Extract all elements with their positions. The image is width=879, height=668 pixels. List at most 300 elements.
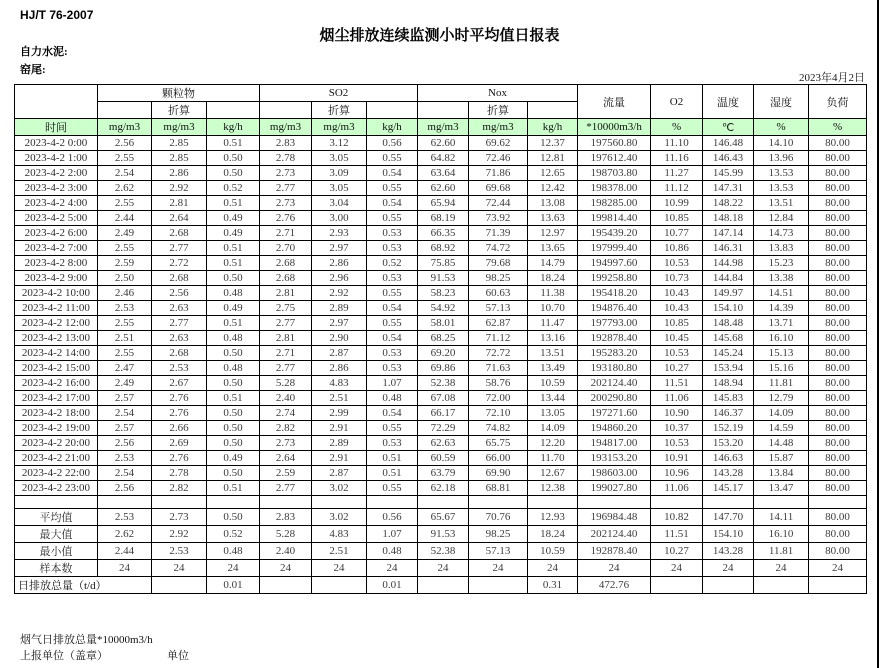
value-cell: 67.08	[418, 391, 469, 406]
value-cell: 12.37	[528, 136, 578, 151]
pm-conv-unit-mgm3: mg/m3	[152, 119, 207, 136]
group-nox: Nox	[418, 85, 578, 102]
value-cell: 2.68	[260, 256, 312, 271]
time-cell: 2023-4-2 0:00	[15, 136, 98, 151]
so2-raw-spacer	[260, 102, 312, 119]
table-row	[15, 376, 867, 391]
pm-unit-mgm3: mg/m3	[98, 119, 152, 136]
value-cell: 2.62	[98, 181, 152, 196]
header-group-row	[15, 85, 867, 102]
value-cell: 2.76	[260, 211, 312, 226]
summary-value: 98.25	[469, 526, 528, 543]
value-cell: 2.74	[260, 406, 312, 421]
value-cell: 145.17	[703, 481, 754, 496]
value-cell: 2.76	[152, 406, 207, 421]
value-cell: 2.92	[152, 181, 207, 196]
value-cell: 2.82	[260, 421, 312, 436]
value-cell: 2.70	[260, 241, 312, 256]
value-cell: 74.82	[469, 421, 528, 436]
summary-value: 0.48	[367, 543, 418, 560]
value-cell: 0.49	[207, 211, 260, 226]
value-cell: 2.99	[312, 406, 367, 421]
value-cell: 80.00	[809, 316, 867, 331]
value-cell: 15.13	[754, 346, 809, 361]
summary-value: 2.92	[152, 526, 207, 543]
value-cell: 18.24	[528, 271, 578, 286]
value-cell: 54.92	[418, 301, 469, 316]
value-cell: 0.50	[207, 151, 260, 166]
col-humidity: 湿度	[754, 85, 809, 119]
value-cell: 66.17	[418, 406, 469, 421]
summary-value: 24	[754, 560, 809, 577]
summary-label: 平均值	[15, 509, 98, 526]
value-cell: 0.55	[367, 421, 418, 436]
value-cell: 2.91	[312, 451, 367, 466]
value-cell: 2.63	[152, 301, 207, 316]
table-row	[15, 241, 867, 256]
value-cell: 80.00	[809, 196, 867, 211]
table-body	[15, 136, 867, 594]
value-cell: 13.05	[528, 406, 578, 421]
col-temperature: 温度	[703, 85, 754, 119]
col-load: 负荷	[809, 85, 867, 119]
summary-value: 10.59	[528, 543, 578, 560]
value-cell: 2.76	[152, 391, 207, 406]
value-cell: 72.72	[469, 346, 528, 361]
nox-conversion-label: 折算	[469, 102, 528, 119]
summary-value: 202124.40	[578, 526, 651, 543]
time-cell: 2023-4-2 9:00	[15, 271, 98, 286]
value-cell: 69.20	[418, 346, 469, 361]
flow-total-note: 烟气日排放总量*10000m3/h	[20, 634, 153, 646]
value-cell: 144.98	[703, 256, 754, 271]
value-cell: 0.55	[367, 481, 418, 496]
value-cell: 3.12	[312, 136, 367, 151]
table-row	[15, 151, 867, 166]
value-cell: 194817.00	[578, 436, 651, 451]
value-cell: 13.63	[528, 211, 578, 226]
value-cell: 202124.40	[578, 376, 651, 391]
value-cell: 69.62	[469, 136, 528, 151]
value-cell: 153.94	[703, 361, 754, 376]
value-cell: 12.84	[754, 211, 809, 226]
table-row	[15, 286, 867, 301]
value-cell: 145.68	[703, 331, 754, 346]
value-cell: 0.54	[367, 301, 418, 316]
value-cell: 2.97	[312, 241, 367, 256]
nox-conv-unit-mgm3: mg/m3	[469, 119, 528, 136]
so2-kgh-spacer	[367, 102, 418, 119]
summary-value: 154.10	[703, 526, 754, 543]
value-cell: 2.82	[152, 481, 207, 496]
value-cell: 0.51	[207, 136, 260, 151]
value-cell: 0.53	[367, 241, 418, 256]
value-cell: 80.00	[809, 466, 867, 481]
table-row	[15, 451, 867, 466]
value-cell: 10.85	[651, 211, 703, 226]
value-cell: 2.86	[312, 256, 367, 271]
time-cell: 2023-4-2 10:00	[15, 286, 98, 301]
value-cell: 0.55	[367, 316, 418, 331]
report-date: 2023年4月2日	[799, 72, 865, 84]
value-cell: 80.00	[809, 301, 867, 316]
value-cell: 13.49	[528, 361, 578, 376]
value-cell: 2.97	[312, 316, 367, 331]
daily-total-row	[15, 577, 867, 594]
value-cell: 0.50	[207, 376, 260, 391]
value-cell: 2.55	[98, 316, 152, 331]
value-cell: 79.68	[469, 256, 528, 271]
summary-value: 2.53	[98, 509, 152, 526]
value-cell: 146.63	[703, 451, 754, 466]
value-cell: 80.00	[809, 181, 867, 196]
summary-value: 143.28	[703, 543, 754, 560]
value-cell: 2.56	[98, 436, 152, 451]
value-cell: 63.79	[418, 466, 469, 481]
summary-value: 3.02	[312, 509, 367, 526]
value-cell: 200290.80	[578, 391, 651, 406]
summary-value: 24	[367, 560, 418, 577]
value-cell: 0.50	[207, 346, 260, 361]
value-cell: 2.93	[312, 226, 367, 241]
summary-row	[15, 560, 867, 577]
value-cell: 0.55	[367, 151, 418, 166]
summary-value: 0.56	[367, 509, 418, 526]
value-cell: 198703.80	[578, 166, 651, 181]
value-cell: 14.79	[528, 256, 578, 271]
value-cell: 2.47	[98, 361, 152, 376]
group-particulate: 颗粒物	[98, 85, 260, 102]
value-cell: 2.86	[312, 361, 367, 376]
table-row	[15, 481, 867, 496]
value-cell: 2.81	[260, 331, 312, 346]
value-cell: 0.52	[207, 181, 260, 196]
value-cell: 2.81	[152, 196, 207, 211]
value-cell: 3.09	[312, 166, 367, 181]
value-cell: 11.12	[651, 181, 703, 196]
summary-value: 11.51	[651, 526, 703, 543]
unit-note: 单位	[167, 650, 189, 662]
value-cell: 80.00	[809, 226, 867, 241]
value-cell: 10.53	[651, 436, 703, 451]
so2-unit-kgh: kg/h	[367, 119, 418, 136]
summary-value: 14.11	[754, 509, 809, 526]
value-cell: 13.08	[528, 196, 578, 211]
time-cell: 2023-4-2 21:00	[15, 451, 98, 466]
value-cell: 0.49	[207, 451, 260, 466]
table-row	[15, 196, 867, 211]
value-cell: 10.96	[651, 466, 703, 481]
spacer-cell	[260, 496, 312, 509]
value-cell: 58.01	[418, 316, 469, 331]
value-cell: 10.37	[651, 421, 703, 436]
value-cell: 13.65	[528, 241, 578, 256]
value-cell: 2.55	[98, 151, 152, 166]
col-o2: O2	[651, 85, 703, 119]
spacer-cell	[809, 496, 867, 509]
value-cell: 2.96	[312, 271, 367, 286]
value-cell: 146.37	[703, 406, 754, 421]
value-cell: 198378.00	[578, 181, 651, 196]
value-cell: 0.54	[367, 331, 418, 346]
spacer-cell	[312, 496, 367, 509]
value-cell: 0.50	[207, 421, 260, 436]
value-cell: 62.63	[418, 436, 469, 451]
value-cell: 0.55	[367, 181, 418, 196]
value-cell: 14.73	[754, 226, 809, 241]
value-cell: 12.67	[528, 466, 578, 481]
table-row	[15, 211, 867, 226]
value-cell: 193153.20	[578, 451, 651, 466]
time-column-header: 时间	[15, 119, 98, 136]
value-cell: 12.42	[528, 181, 578, 196]
value-cell: 72.29	[418, 421, 469, 436]
value-cell: 80.00	[809, 286, 867, 301]
table-row	[15, 136, 867, 151]
time-header-spacer	[15, 85, 98, 119]
time-cell: 2023-4-2 6:00	[15, 226, 98, 241]
table-row	[15, 271, 867, 286]
time-cell: 2023-4-2 12:00	[15, 316, 98, 331]
summary-value: 2.44	[98, 543, 152, 560]
group-so2: SO2	[260, 85, 418, 102]
value-cell: 15.87	[754, 451, 809, 466]
value-cell: 2.87	[312, 466, 367, 481]
value-cell: 12.81	[528, 151, 578, 166]
value-cell: 72.10	[469, 406, 528, 421]
time-cell: 2023-4-2 4:00	[15, 196, 98, 211]
value-cell: 192878.40	[578, 331, 651, 346]
value-cell: 2.77	[260, 181, 312, 196]
time-cell: 2023-4-2 16:00	[15, 376, 98, 391]
value-cell: 69.90	[469, 466, 528, 481]
pm-conversion-label: 折算	[152, 102, 207, 119]
value-cell: 74.72	[469, 241, 528, 256]
value-cell: 80.00	[809, 421, 867, 436]
value-cell: 80.00	[809, 391, 867, 406]
value-cell: 2.87	[312, 346, 367, 361]
table-row	[15, 301, 867, 316]
spacer-cell	[703, 496, 754, 509]
value-cell: 10.59	[528, 376, 578, 391]
time-cell: 2023-4-2 3:00	[15, 181, 98, 196]
value-cell: 14.10	[754, 136, 809, 151]
value-cell: 2.73	[260, 196, 312, 211]
time-cell: 2023-4-2 15:00	[15, 361, 98, 376]
value-cell: 3.05	[312, 151, 367, 166]
value-cell: 71.86	[469, 166, 528, 181]
value-cell: 2.59	[260, 466, 312, 481]
spacer-row	[15, 496, 867, 509]
summary-value: 2.62	[98, 526, 152, 543]
value-cell: 0.50	[207, 271, 260, 286]
daily-total-value	[651, 577, 703, 594]
value-cell: 12.38	[528, 481, 578, 496]
table-row	[15, 466, 867, 481]
value-cell: 0.51	[207, 391, 260, 406]
summary-value: 18.24	[528, 526, 578, 543]
value-cell: 14.51	[754, 286, 809, 301]
summary-value: 65.67	[418, 509, 469, 526]
value-cell: 2.81	[260, 286, 312, 301]
value-cell: 0.51	[207, 241, 260, 256]
summary-value: 24	[528, 560, 578, 577]
value-cell: 65.75	[469, 436, 528, 451]
value-cell: 80.00	[809, 361, 867, 376]
value-cell: 10.70	[528, 301, 578, 316]
daily-total-value	[312, 577, 367, 594]
value-cell: 2.91	[312, 421, 367, 436]
value-cell: 10.43	[651, 286, 703, 301]
time-cell: 2023-4-2 23:00	[15, 481, 98, 496]
value-cell: 149.97	[703, 286, 754, 301]
value-cell: 13.51	[754, 196, 809, 211]
value-cell: 2.57	[98, 421, 152, 436]
value-cell: 0.50	[207, 436, 260, 451]
value-cell: 11.16	[651, 151, 703, 166]
value-cell: 80.00	[809, 241, 867, 256]
value-cell: 148.22	[703, 196, 754, 211]
value-cell: 13.53	[754, 181, 809, 196]
value-cell: 0.53	[367, 361, 418, 376]
value-cell: 13.44	[528, 391, 578, 406]
value-cell: 10.73	[651, 271, 703, 286]
summary-value: 24	[207, 560, 260, 577]
summary-value: 80.00	[809, 543, 867, 560]
value-cell: 198603.00	[578, 466, 651, 481]
value-cell: 60.63	[469, 286, 528, 301]
value-cell: 58.23	[418, 286, 469, 301]
value-cell: 2.85	[152, 136, 207, 151]
value-cell: 10.53	[651, 346, 703, 361]
value-cell: 2.51	[312, 391, 367, 406]
value-cell: 13.16	[528, 331, 578, 346]
value-cell: 15.23	[754, 256, 809, 271]
value-cell: 62.18	[418, 481, 469, 496]
value-cell: 0.54	[367, 196, 418, 211]
value-cell: 197793.00	[578, 316, 651, 331]
time-cell: 2023-4-2 22:00	[15, 466, 98, 481]
value-cell: 66.00	[469, 451, 528, 466]
value-cell: 13.38	[754, 271, 809, 286]
value-cell: 153.20	[703, 436, 754, 451]
value-cell: 2.77	[260, 316, 312, 331]
value-cell: 2.77	[260, 361, 312, 376]
value-cell: 62.87	[469, 316, 528, 331]
summary-value: 24	[152, 560, 207, 577]
table-row	[15, 391, 867, 406]
value-cell: 14.39	[754, 301, 809, 316]
summary-value: 24	[703, 560, 754, 577]
summary-label: 样本数	[15, 560, 98, 577]
summary-row	[15, 509, 867, 526]
value-cell: 11.38	[528, 286, 578, 301]
value-cell: 193180.80	[578, 361, 651, 376]
summary-value: 0.48	[207, 543, 260, 560]
value-cell: 2.40	[260, 391, 312, 406]
value-cell: 148.94	[703, 376, 754, 391]
value-cell: 13.53	[754, 166, 809, 181]
value-cell: 0.51	[207, 481, 260, 496]
nox-raw-spacer	[418, 102, 469, 119]
time-cell: 2023-4-2 13:00	[15, 331, 98, 346]
value-cell: 0.48	[207, 331, 260, 346]
value-cell: 11.10	[651, 136, 703, 151]
value-cell: 0.51	[207, 196, 260, 211]
value-cell: 152.19	[703, 421, 754, 436]
value-cell: 2.46	[98, 286, 152, 301]
standard-number: HJ/T 76-2007	[20, 8, 94, 22]
reporting-unit-note: 上报单位（盖章）	[20, 650, 108, 662]
summary-value: 80.00	[809, 509, 867, 526]
spacer-cell	[651, 496, 703, 509]
value-cell: 80.00	[809, 376, 867, 391]
value-cell: 197560.80	[578, 136, 651, 151]
summary-value: 24	[98, 560, 152, 577]
value-cell: 199258.80	[578, 271, 651, 286]
value-cell: 2.55	[98, 196, 152, 211]
value-cell: 11.06	[651, 481, 703, 496]
summary-value: 57.13	[469, 543, 528, 560]
page-title: 烟尘排放连续监测小时平均值日报表	[319, 28, 560, 44]
value-cell: 2.78	[152, 466, 207, 481]
value-cell: 143.28	[703, 466, 754, 481]
value-cell: 145.24	[703, 346, 754, 361]
summary-value: 24	[651, 560, 703, 577]
spacer-cell	[418, 496, 469, 509]
value-cell: 2.54	[98, 406, 152, 421]
summary-value: 0.50	[207, 509, 260, 526]
value-cell: 2.49	[98, 226, 152, 241]
spacer-cell	[469, 496, 528, 509]
value-cell: 147.14	[703, 226, 754, 241]
value-cell: 4.83	[312, 376, 367, 391]
value-cell: 2.76	[152, 451, 207, 466]
spacer-cell	[367, 496, 418, 509]
value-cell: 2.54	[98, 166, 152, 181]
value-cell: 80.00	[809, 256, 867, 271]
summary-value: 24	[260, 560, 312, 577]
value-cell: 91.53	[418, 271, 469, 286]
value-cell: 195439.20	[578, 226, 651, 241]
daily-total-value	[754, 577, 809, 594]
summary-value: 12.93	[528, 509, 578, 526]
time-cell: 2023-4-2 8:00	[15, 256, 98, 271]
value-cell: 154.10	[703, 301, 754, 316]
value-cell: 14.09	[528, 421, 578, 436]
value-cell: 2.51	[98, 331, 152, 346]
value-cell: 0.55	[367, 211, 418, 226]
summary-value: 24	[469, 560, 528, 577]
value-cell: 2.73	[260, 436, 312, 451]
summary-value: 192878.40	[578, 543, 651, 560]
table-row	[15, 361, 867, 376]
value-cell: 2.57	[98, 391, 152, 406]
summary-value: 2.83	[260, 509, 312, 526]
value-cell: 0.55	[367, 286, 418, 301]
value-cell: 69.86	[418, 361, 469, 376]
value-cell: 10.90	[651, 406, 703, 421]
humidity-unit: %	[754, 119, 809, 136]
value-cell: 10.91	[651, 451, 703, 466]
value-cell: 2.89	[312, 436, 367, 451]
value-cell: 10.53	[651, 256, 703, 271]
daily-total-value: 0.31	[528, 577, 578, 594]
table-row	[15, 421, 867, 436]
summary-value: 5.28	[260, 526, 312, 543]
value-cell: 199027.80	[578, 481, 651, 496]
value-cell: 16.10	[754, 331, 809, 346]
